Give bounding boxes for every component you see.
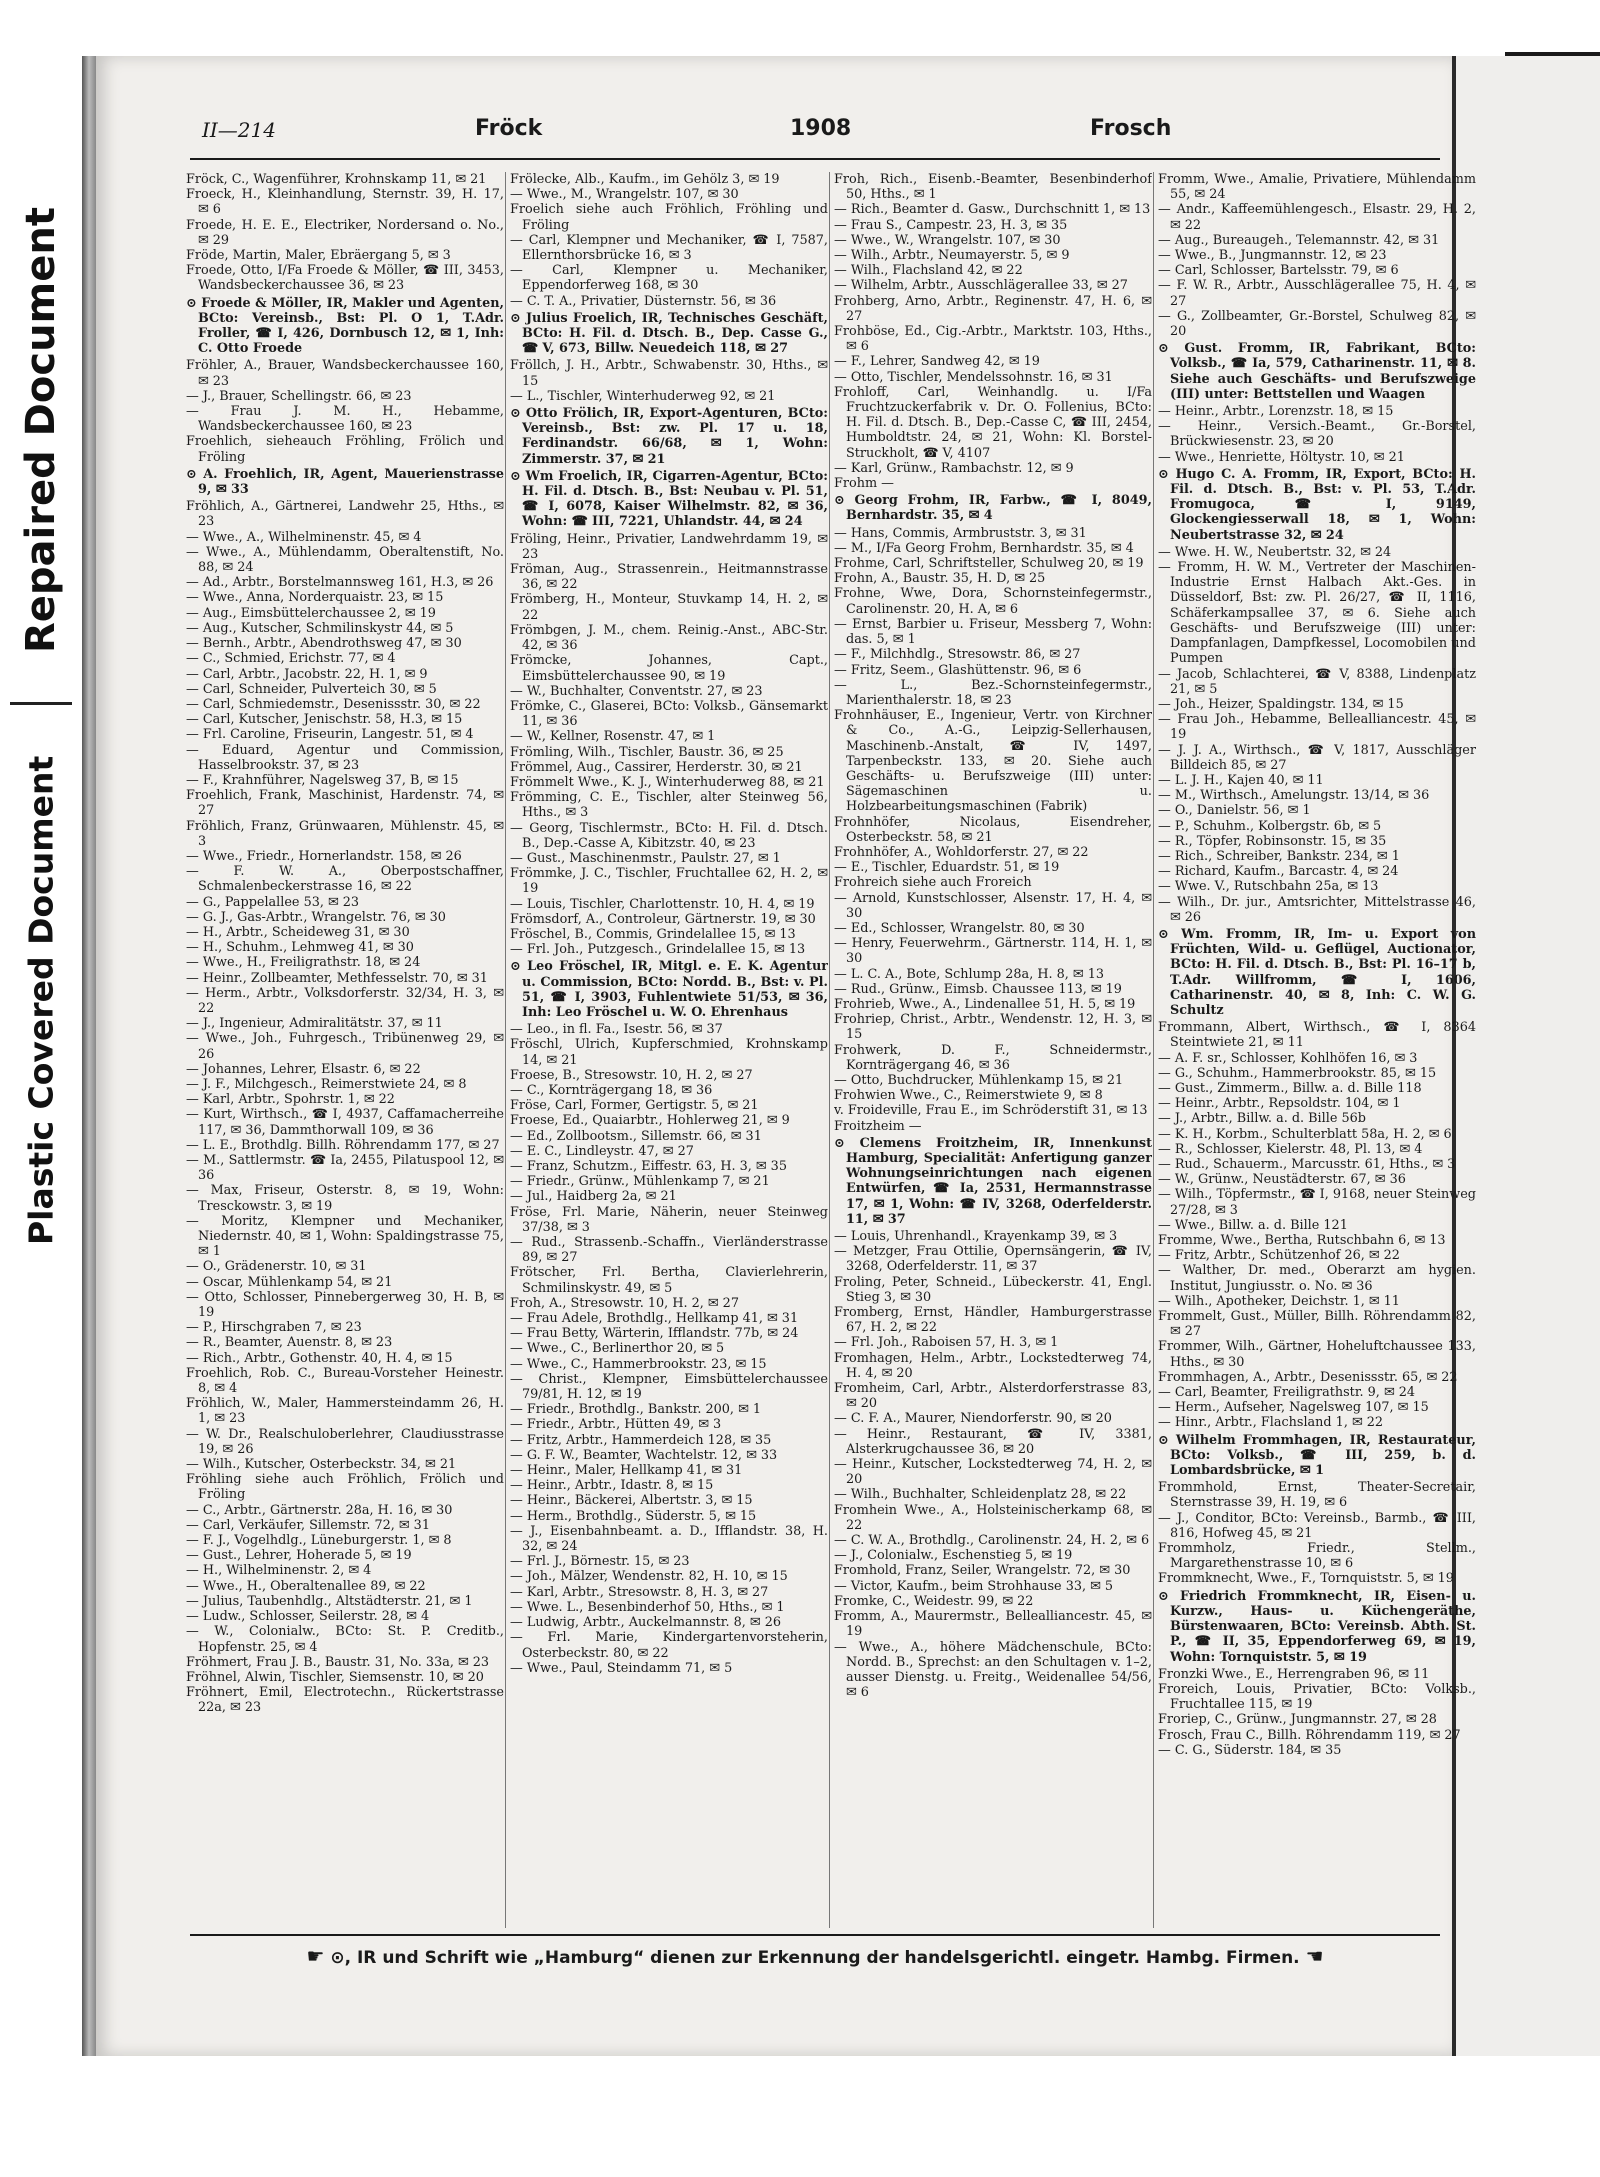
directory-entry: — Walther, Dr. med., Oberarzt am hygien. Institut, Jungiusstr. o. No. ✉ 36	[1158, 1263, 1476, 1294]
directory-entry: — F., Milchhdlg., Stresowstr. 86, ✉ 27	[834, 647, 1081, 663]
directory-entry: Frohreich siehe auch Froreich	[834, 875, 1032, 891]
directory-entry: Frohrieb, Wwe., A., Lindenallee 51, H. 5, ✉ 19	[834, 996, 1136, 1012]
directory-entry: — Ed., Zollbootsm., Sillemstr. 66, ✉ 31	[510, 1128, 762, 1144]
directory-entry: — L., Bez.-Schornsteinfegermstr., Marienthalerstr. 18, ✉ 23	[834, 677, 1152, 708]
directory-entry: — Ernst, Barbier u. Friseur, Messberg 7, Wohn: das. 5, ✉ 1	[834, 616, 1152, 648]
directory-entry: — R., Schlosser, Kielerstr. 48, Pl. 13, ✉ 4	[1158, 1141, 1423, 1157]
directory-entry: Froh, A., Stresowstr. 10, H. 2, ✉ 27	[510, 1295, 739, 1311]
directory-entry: ⊙ Georg Frohm, IR, Farbw., ☎ I, 8049, Bernhardstr. 35, ✉ 4	[834, 493, 1152, 524]
directory-entry: — Friedr., Brothdlg., Bankstr. 200, ✉ 1	[510, 1402, 762, 1418]
directory-entry: — R., Töpfer, Robinsonstr. 15, ✉ 35	[1158, 833, 1387, 849]
directory-entry: ⊙ Wilhelm Frommhagen, IR, Restaurateur, BCto: Volksb., ☎ III, 259, b. d. Lombardsbrücke, ✉ 1	[1158, 1432, 1476, 1479]
directory-entry: Frohwien Wwe., C., Reimerstwiete 9, ✉ 8	[834, 1088, 1103, 1104]
directory-entry: — Rich., Beamter d. Gasw., Durchschnitt 1, ✉ 13	[834, 202, 1151, 218]
directory-entry: — A. F. sr., Schlosser, Kohlhöfen 16, ✉ 3	[1158, 1050, 1418, 1066]
directory-entry: — Richard, Kaufm., Barcastr. 4, ✉ 24	[1158, 864, 1399, 880]
directory-entry: — Heinr., Arbtr., Repsoldstr. 104, ✉ 1	[1158, 1096, 1401, 1112]
directory-entry: ⊙ Froede & Möller, IR, Makler und Agenten, BCto: Vereinsb., Bst: Pl. O 1, T.Adr. Froller, ☎ I, 426, Dornbusch 12, ✉ 1, Inh: C. Otto Froede	[186, 295, 504, 357]
directory-entry: Froede, H. E. E., Electriker, Nordersand o. No., ✉ 29	[186, 217, 504, 248]
directory-entry: — Louis, Uhrenhandl., Krayenkamp 39, ✉ 3	[834, 1229, 1118, 1245]
directory-entry: — Carl, Arbtr., Jacobstr. 22, H. 1, ✉ 9	[186, 666, 428, 682]
directory-entry: Frommhold, Ernst, Theater-Secretair, Sternstrasse 39, H. 19, ✉ 6	[1158, 1480, 1476, 1511]
directory-entry: — Ludw., Schlosser, Seilerstr. 28, ✉ 4	[186, 1609, 430, 1625]
directory-entry: Frohberg, Arno, Arbtr., Reginenstr. 47, H. 6, ✉ 27	[834, 293, 1152, 324]
directory-entry: — F. J., Vogelhdlg., Lüneburgerstr. 1, ✉ 8	[186, 1533, 452, 1549]
directory-entry: — Leo., in fl. Fa., Isestr. 56, ✉ 37	[510, 1022, 723, 1038]
directory-entry: Frommholz, Friedr., Stellm., Margarethenstrasse 10, ✉ 6	[1158, 1541, 1476, 1572]
directory-entry: Fromke, C., Weidestr. 99, ✉ 22	[834, 1593, 1034, 1609]
directory-entry: — L., Tischler, Winterhuderweg 92, ✉ 21	[510, 388, 776, 404]
directory-entry: — Wilh., Arbtr., Neumayerstr. 5, ✉ 9	[834, 248, 1070, 264]
directory-entry: — Frl. J., Börnestr. 15, ✉ 23	[510, 1554, 690, 1570]
directory-entry: Frömke, C., Glaserei, BCto: Volksb., Gänsemarkt 11, ✉ 36	[510, 698, 828, 730]
directory-entry: — Frau Adele, Brothdlg., Hellkamp 41, ✉ 31	[510, 1311, 799, 1327]
directory-entry: Fröse, Carl, Former, Gertigstr. 5, ✉ 21	[510, 1098, 759, 1114]
directory-entry: — Wwe. H. W., Neubertstr. 32, ✉ 24	[1158, 544, 1392, 560]
directory-entry: — J., Conditor, BCto: Vereinsb., Barmb., ☎ III, 816, Hofweg 45, ✉ 21	[1158, 1510, 1476, 1541]
directory-entry: Froelich siehe auch Fröhlich, Fröhling und Fröling	[510, 202, 828, 233]
directory-entry: — Rich., Schreiber, Bankstr. 234, ✉ 1	[1158, 848, 1400, 864]
directory-entry: Frömmelt Wwe., K. J., Winterhuderweg 88, ✉ 21	[510, 774, 825, 790]
directory-entry: Fröhnert, Emil, Electrotechn., Rückertstrasse 22a, ✉ 23	[186, 1685, 504, 1716]
directory-entry: Fromhein Wwe., A., Holsteinischerkamp 68, ✉ 22	[834, 1502, 1152, 1533]
directory-entry: ⊙ Leo Fröschel, IR, Mitgl. e. E. K. Agentur u. Commission, BCto: Nordd. B., Bst: v. Pl. 51, ☎ I, 3903, Fuhlentwiete 51/53, ✉ 36, Inh: Leo Fröschel u. W. O. Ehrenhaus	[510, 959, 828, 1020]
directory-entry: — M., I/Fa Georg Frohm, Bernhardstr. 35, ✉ 4	[834, 540, 1134, 556]
adjacent-page-edge	[1456, 56, 1600, 2056]
directory-entry: Fröschl, Ulrich, Kupferschmied, Krohnskamp 14, ✉ 21	[510, 1037, 828, 1068]
pointing-hand-right-icon: ☛	[306, 1944, 325, 1968]
directory-entry: — Frl. Joh., Raboisen 57, H. 3, ✉ 1	[834, 1335, 1059, 1351]
directory-entry: — Otto, Buchdrucker, Mühlenkamp 15, ✉ 21	[834, 1072, 1124, 1088]
directory-entry: Frohnhäuser, E., Ingenieur, Vertr. von Kirchner & Co., A.-G., Leipzig-Sellerhausen, Maschinenb.-Anstalt, ☎ IV, 1497, Tarpenbeckstr. 133, ✉ 20. Siehe auch Geschäfts- u. Berufszweige (III) unter: Sägemaschinen u. Holzbearbeitungsmaschinen (Fabrik)	[834, 708, 1152, 815]
directory-entry: — Aug., Eimsbüttelerchaussee 2, ✉ 19	[186, 605, 436, 621]
page-number: II—214	[202, 118, 276, 142]
directory-entry: Froehlich, sieheauch Fröhling, Frölich und Fröling	[186, 434, 504, 465]
directory-entry: — Jacob, Schlachterei, ☎ V, 8388, Lindenplatz 21, ✉ 5	[1158, 666, 1476, 697]
directory-entry: — Aug., Kutscher, Schmilinskystr 44, ✉ 5	[186, 620, 454, 636]
directory-entry: — Carl, Verkäufer, Sillemstr. 72, ✉ 31	[186, 1517, 430, 1533]
column-separator	[1153, 172, 1154, 1928]
directory-entry: Fröhlich, W., Maler, Hammersteindamm 26, H. 1, ✉ 23	[186, 1396, 504, 1427]
directory-entry: Fromheim, Carl, Arbtr., Alsterdorferstrasse 83, ✉ 20	[834, 1381, 1152, 1412]
column-2	[510, 172, 828, 1928]
directory-entry: v. Froideville, Frau E., im Schröderstift 31, ✉ 13	[834, 1103, 1148, 1119]
directory-entry: — Wilh., Töpfermstr., ☎ I, 9168, neuer Steinweg 27/28, ✉ 3	[1158, 1187, 1476, 1218]
directory-entry: — Carl, Schlosser, Bartelsstr. 79, ✉ 6	[1158, 263, 1399, 279]
directory-entry: — Wwe., Henriette, Höltystr. 10, ✉ 21	[1158, 449, 1405, 465]
directory-entry: ⊙ Otto Frölich, IR, Export-Agenturen, BCto: Vereinsb., Bst: zw. Pl. 17 u. 18, Ferdinandstr. 66/68, ✉ 1, Wohn: Zimmerstr. 37, ✉ 21	[510, 406, 828, 467]
directory-entry: — L. C. A., Bote, Schlump 28a, H. 8, ✉ 13	[834, 966, 1104, 982]
directory-entry: — Gust., Maschinenmstr., Paulstr. 27, ✉ 1	[510, 850, 781, 866]
directory-entry: Fröck, C., Wagenführer, Krohnskamp 11, ✉ 21	[186, 172, 487, 187]
directory-entry: — Wwe., Paul, Steindamm 71, ✉ 5	[510, 1660, 733, 1676]
directory-entry: — Heinr., Arbtr., Lorenzstr. 18, ✉ 15	[1158, 404, 1394, 420]
directory-entry: Froede, Otto, I/Fa Froede & Möller, ☎ III, 3453, Wandsbeckerchaussee 36, ✉ 23	[186, 263, 504, 294]
directory-entry: — P., Schuhm., Kolbergstr. 6b, ✉ 5	[1158, 818, 1382, 834]
directory-entry: — Wwe., C., Berlinerthor 20, ✉ 5	[510, 1341, 725, 1357]
directory-entry: Froehlich, Frank, Maschinist, Hardenstr. 74, ✉ 27	[186, 788, 504, 819]
directory-entry: — Wwe., C., Hammerbrookstr. 23, ✉ 15	[510, 1356, 767, 1372]
directory-entry: — Wwe., A., Mühlendamm, Oberaltenstift, No. 88, ✉ 24	[186, 544, 504, 576]
directory-entry: — C. T. A., Privatier, Düsternstr. 56, ✉ 36	[510, 293, 777, 309]
directory-entry: — Heinr., Versich.-Beamt., Gr.-Borstel, Brückwiesenstr. 23, ✉ 20	[1158, 419, 1476, 450]
directory-entry: — Wwe., Anna, Norderquaistr. 23, ✉ 15	[186, 590, 444, 606]
directory-entry: — Otto, Schlosser, Pinnebergerweg 30, H. B, ✉ 19	[186, 1289, 504, 1321]
directory-entry: — Heinr., Bäckerei, Albertstr. 3, ✉ 15	[510, 1493, 753, 1509]
directory-entry: — Wilh., Dr. jur., Amtsrichter, Mittelstrasse 46, ✉ 26	[1158, 894, 1476, 925]
directory-entry: — Jul., Haidberg 2a, ✉ 21	[510, 1189, 677, 1205]
directory-entry: Fröhlich, Franz, Grünwaaren, Mühlenstr. 45, ✉ 3	[186, 818, 504, 849]
directory-entry: Frohböse, Ed., Cig.-Arbtr., Marktstr. 103, Hths., ✉ 6	[834, 324, 1152, 355]
directory-entry: — J., Arbtr., Billw. a. d. Bille 56b	[1158, 1111, 1366, 1127]
directory-entry: ⊙ Julius Froelich, IR, Technisches Geschäft, BCto: H. Fil. d. Dtsch. B., Dep. Casse G., ☎ V, 673, Billw. Neuedeich 118, ✉ 27	[510, 310, 828, 357]
directory-entry: — J., Colonialw., Eschenstieg 5, ✉ 19	[834, 1548, 1073, 1564]
directory-entry: Frömbgen, J. M., chem. Reinig.-Anst., ABC-Str. 42, ✉ 36	[510, 622, 828, 654]
directory-entry: — Christ., Klempner, Eimsbüttelerchaussee 79/81, H. 12, ✉ 19	[510, 1371, 828, 1403]
directory-entry: — Wwe., H., Oberaltenallee 89, ✉ 22	[186, 1578, 426, 1594]
directory-entry: — J. F., Milchgesch., Reimerstwiete 24, ✉ 8	[186, 1076, 467, 1092]
directory-entry: Frömberg, H., Monteur, Stuvkamp 14, H. 2, ✉ 22	[510, 592, 828, 623]
column-4	[1158, 172, 1476, 1928]
directory-entry: — G. J., Gas-Arbtr., Wrangelstr. 76, ✉ 30	[186, 909, 446, 925]
label-plastic-covered-document: Plastic Covered Document	[21, 755, 61, 1245]
directory-entry: Fromhold, Franz, Seiler, Wrangelstr. 72, ✉ 30	[834, 1563, 1131, 1579]
directory-entry: — Wwe. V., Rutschbahn 25a, ✉ 13	[1158, 879, 1379, 895]
directory-entry: Frohwerk, D. F., Schneidermstr., Kornträgergang 46, ✉ 36	[834, 1042, 1152, 1073]
directory-entry: — C. F. A., Maurer, Niendorferstr. 90, ✉ 20	[834, 1411, 1112, 1427]
directory-entry: — Hans, Commis, Armbruststr. 3, ✉ 31	[834, 525, 1087, 541]
directory-entry: — Wwe., W., Wrangelstr. 107, ✉ 30	[834, 232, 1061, 248]
directory-entry: — Fritz, Arbtr., Schützenhof 26, ✉ 22	[1158, 1248, 1400, 1264]
directory-entry: ⊙ Gust. Fromm, IR, Fabrikant, BCto: Volksb., ☎ Ia, 579, Catharinenstr. 11, ✉ 8. Siehe auch Geschäfts- und Berufszweige (III) unter: Bettstellen und Waagen	[1158, 341, 1476, 402]
directory-entry: — Bernh., Arbtr., Abendrothsweg 47, ✉ 30	[186, 636, 462, 652]
directory-entry: — Wilh., Kutscher, Osterbeckstr. 34, ✉ 21	[186, 1457, 457, 1473]
directory-entry: Frötscher, Frl. Bertha, Clavierlehrerin, Schmilinskystr. 49, ✉ 5	[510, 1265, 828, 1296]
directory-entry: — W., Colonialw., BCto: St. P. Creditb., Hopfenstr. 25, ✉ 4	[186, 1624, 504, 1655]
directory-entry: — Gust., Lehrer, Hoherade 5, ✉ 19	[186, 1548, 412, 1564]
directory-entry: Fromm, A., Maurermstr., Bellealliancestr. 45, ✉ 19	[834, 1609, 1152, 1640]
header-left-keyword: Fröck	[475, 116, 543, 141]
directory-entry: — Gust., Zimmerm., Billw. a. d. Bille 118	[1158, 1080, 1422, 1096]
page-footer	[190, 1944, 1440, 1968]
directory-entry: — Oscar, Mühlenkamp 54, ✉ 21	[186, 1274, 393, 1290]
directory-entry: — J., Brauer, Schellingstr. 66, ✉ 23	[186, 388, 412, 404]
directory-entry: — Carl, Klempner und Mechaniker, ☎ I, 7587, Ellernthorsbrücke 16, ✉ 3	[510, 232, 828, 264]
directory-entry: — Frl. Marie, Kindergartenvorsteherin, Osterbeckstr. 80, ✉ 22	[510, 1630, 828, 1661]
directory-entry: — Wwe., Joh., Fuhrgesch., Tribünenweg 29, ✉ 26	[186, 1031, 504, 1062]
directory-entry: — F., Lehrer, Sandweg 42, ✉ 19	[834, 354, 1040, 370]
directory-entry: — Julius, Taubenhdlg., Altstädterstr. 21, ✉ 1	[186, 1593, 473, 1609]
directory-entry: — Ludwig, Arbtr., Auckelmannstr. 8, ✉ 26	[510, 1615, 782, 1631]
directory-entry: — H., Schuhm., Lehmweg 41, ✉ 30	[186, 940, 414, 956]
directory-entry: — Wilh., Apotheker, Deichstr. 1, ✉ 11	[1158, 1293, 1400, 1309]
directory-entry: Fromme, Wwe., Bertha, Rutschbahn 6, ✉ 13	[1158, 1233, 1446, 1249]
directory-entry: — Frau Betty, Wärterin, Ifflandstr. 77b, ✉ 24	[510, 1326, 799, 1342]
directory-entry: — Rich., Arbtr., Gothenstr. 40, H. 4, ✉ 15	[186, 1350, 453, 1366]
directory-entry: ⊙ Clemens Froitzheim, IR, Innenkunst Hamburg, Specialität: Anfertigung ganzer Wohnungseinrichtungen nach eigenen Entwürfen, ☎ Ia, 2531, Hermannstrasse 17, ✉ 1, Wohn: ☎ IV, 3268, Oderfelderstr. 11, ✉ 37	[834, 1135, 1152, 1227]
header-year: 1908	[790, 116, 852, 141]
directory-entry: Fröschel, B., Commis, Grindelallee 15, ✉ 13	[510, 926, 796, 942]
directory-entry: Frosch, Frau C., Billh. Röhrendamm 119, ✉ 27	[1158, 1727, 1461, 1743]
directory-entry: — Moritz, Klempner und Mechaniker, Niedernstr. 40, ✉ 1, Wohn: Spaldingstrasse 75, ✉ 1	[186, 1213, 504, 1260]
directory-entry: — Louis, Tischler, Charlottenstr. 10, H. 4, ✉ 19	[510, 896, 815, 912]
directory-entry: Fröling, Heinr., Privatier, Landwehrdamm 19, ✉ 23	[510, 531, 828, 562]
directory-entry: Frommknecht, Wwe., F., Tornquiststr. 5, ✉ 19	[1158, 1571, 1454, 1587]
directory-entry: — J. J. A., Wirthsch., ☎ V, 1817, Ausschläger Billdeich 85, ✉ 27	[1158, 742, 1476, 773]
directory-entry: — Frl. Joh., Putzgesch., Grindelallee 15, ✉ 13	[510, 942, 806, 958]
directory-entry: Frömcke, Johannes, Capt., Eimsbüttelerchaussee 90, ✉ 19	[510, 653, 828, 684]
directory-entry: — Wilhelm, Arbtr., Ausschlägerallee 33, ✉ 27	[834, 278, 1128, 294]
directory-entry: — Johannes, Lehrer, Elsastr. 6, ✉ 22	[186, 1061, 421, 1077]
directory-entry: — Hinr., Arbtr., Flachsland 1, ✉ 22	[1158, 1415, 1384, 1431]
directory-entry: — G., Pappelallee 53, ✉ 23	[186, 894, 360, 910]
directory-entry: — Frl. Caroline, Friseurin, Langestr. 51, ✉ 4	[186, 727, 474, 743]
directory-entry: — Carl, Klempner u. Mechaniker, Eppendorferweg 168, ✉ 30	[510, 263, 828, 294]
directory-entry: — Fromm, H. W. M., Vertreter der Maschinen-Industrie Ernst Halbach Akt.-Ges. in Düsseldorf, Bst: zw. Pl. 26/27, ☎ II, 1116, Schäferkampsallee 37, ✉ 6. Siehe auch Geschäfts- und Berufszweige (III) unter: Dampfanlagen, Dampfkessel, Locomobilen und Pumpen	[1158, 560, 1476, 667]
directory-entry: — G., Schuhm., Hammerbrookstr. 85, ✉ 15	[1158, 1065, 1437, 1081]
directory-entry: — Ad., Arbtr., Borstelmannsweg 161, H.3, ✉ 26	[186, 575, 494, 591]
directory-entry: Fröhnel, Alwin, Tischler, Siemsenstr. 10, ✉ 20	[186, 1669, 484, 1685]
directory-entry: — Wilh., Flachsland 42, ✉ 22	[834, 263, 1023, 279]
directory-entry: — R., Beamter, Auenstr. 8, ✉ 23	[186, 1335, 393, 1351]
column-separator	[505, 172, 506, 1928]
label-divider	[10, 702, 72, 705]
directory-entry: — Wwe. L., Besenbinderhof 50, Hths., ✉ 1	[510, 1599, 785, 1615]
directory-entry: — E. C., Lindleystr. 47, ✉ 27	[510, 1143, 694, 1159]
directory-entry: — Karl, Arbtr., Spohrstr. 1, ✉ 22	[186, 1092, 395, 1108]
directory-entry: — C., Schmied, Erichstr. 77, ✉ 4	[186, 651, 396, 667]
directory-entry: — Aug., Bureaugeh., Telemannstr. 42, ✉ 31	[1158, 232, 1440, 248]
directory-entry: — Rud., Grünw., Eimsb. Chaussee 113, ✉ 19	[834, 981, 1122, 997]
directory-entry: — Frau S., Campestr. 23, H. 3, ✉ 35	[834, 217, 1068, 233]
directory-entry: Froh, Rich., Eisenb.-Beamter, Besenbinderhof 50, Hths., ✉ 1	[834, 172, 1152, 203]
directory-entry: — C. G., Süderstr. 184, ✉ 35	[1158, 1742, 1342, 1758]
scan-background	[0, 0, 1600, 60]
directory-entry: — C. W. A., Brothdlg., Carolinenstr. 24, H. 2, ✉ 6	[834, 1533, 1150, 1549]
directory-entry: Fröhmert, Frau J. B., Baustr. 31, No. 33a, ✉ 23	[186, 1654, 490, 1670]
directory-entry: Frömsdorf, A., Controleur, Gärtnerstr. 19, ✉ 30	[510, 911, 816, 927]
directory-entry: Froehlich, Rob. C., Bureau-Vorsteher Heinestr. 8, ✉ 4	[186, 1365, 504, 1397]
directory-entry: — W., Buchhalter, Conventstr. 27, ✉ 23	[510, 683, 763, 699]
directory-entry: — Rud., Schauerm., Marcusstr. 61, Hths., ✉ 3	[1158, 1157, 1456, 1172]
directory-entry: — Kurt, Wirthsch., ☎ I, 4937, Caffamacherreihe 117, ✉ 36, Dammthorwall 109, ✉ 36	[186, 1107, 504, 1138]
column-separator	[829, 172, 830, 1928]
directory-entry: — L. J. H., Kajen 40, ✉ 11	[1158, 772, 1324, 788]
directory-entry: Frommann, Albert, Wirthsch., ☎ I, 8364 Steintwiete 21, ✉ 11	[1158, 1020, 1476, 1051]
directory-entry: Frohne, Wwe, Dora, Schornsteinfegermstr., Carolinenstr. 20, H. A, ✉ 6	[834, 586, 1152, 617]
directory-entry: — J., Eisenbahnbeamt. a. D., Ifflandstr. 38, H. 32, ✉ 24	[510, 1523, 828, 1555]
directory-entry: Fronzki Wwe., E., Herrengraben 96, ✉ 11	[1158, 1666, 1430, 1682]
directory-entry: — Joh., Mälzer, Wendenstr. 82, H. 10, ✉ 15	[510, 1569, 788, 1585]
directory-entry: — Friedr., Grünw., Mühlenkamp 7, ✉ 21	[510, 1174, 770, 1190]
footer-rule	[190, 1934, 1440, 1936]
directory-entry: — Wwe., Billw. a. d. Bille 121	[1158, 1217, 1348, 1233]
directory-entry: — Carl, Beamter, Freiligrathstr. 9, ✉ 24	[1158, 1385, 1416, 1401]
directory-entry: Froese, Ed., Quaiarbtr., Hohlerweg 21, ✉ 9	[510, 1113, 790, 1129]
directory-entry: — Victor, Kaufm., beim Strohhause 33, ✉ 5	[834, 1578, 1114, 1594]
directory-entry: — Wilh., Buchhalter, Schleidenplatz 28, ✉ 22	[834, 1487, 1127, 1503]
directory-entry: — Carl, Schneider, Pulverteich 30, ✉ 5	[186, 681, 437, 697]
directory-entry: — Fritz, Seem., Glashüttenstr. 96, ✉ 6	[834, 662, 1082, 678]
directory-entry: — O., Danielstr. 56, ✉ 1	[1158, 803, 1311, 819]
directory-entry: — Heinr., Maler, Hellkamp 41, ✉ 31	[510, 1463, 743, 1479]
directory-entry: — Metzger, Frau Ottilie, Opernsängerin, ☎ IV, 3268, Oderfelderstr. 11, ✉ 37	[834, 1244, 1152, 1275]
directory-entry: — Wwe., B., Jungmannstr. 12, ✉ 23	[1158, 248, 1387, 264]
directory-entry: — H., Arbtr., Scheideweg 31, ✉ 30	[186, 924, 410, 940]
directory-entry: — Herm., Brothdlg., Süderstr. 5, ✉ 15	[510, 1508, 757, 1524]
directory-entry: — C., Arbtr., Gärtnerstr. 28a, H. 16, ✉ 30	[186, 1502, 453, 1518]
directory-entry: — C., Kornträgergang 18, ✉ 36	[510, 1082, 713, 1098]
directory-entry: Frohnhöfer, A., Wohldorferstr. 27, ✉ 22	[834, 844, 1089, 860]
directory-entry: — M., Wirthsch., Amelungstr. 13/14, ✉ 36	[1158, 788, 1430, 804]
directory-entry: — Max, Friseur, Osterstr. 8, ✉ 19, Wohn: Tresckowstr. 3, ✉ 19	[186, 1183, 504, 1214]
directory-entry: — L. E., Brothdlg. Billh. Röhrendamm 177, ✉ 27	[186, 1137, 500, 1153]
directory-entry: Frommelt, Gust., Müller, Billh. Röhrendamm 82, ✉ 27	[1158, 1309, 1476, 1340]
directory-entry: Frölecke, Alb., Kaufm., im Gehölz 3, ✉ 19	[510, 172, 780, 187]
directory-entry: ⊙ Friedrich Frommknecht, IR, Eisen- u. Kurzw., Haus- u. Küchengeräthe, Bürstenwaaren, BCto: Vereinsb. Abth. St. P., ☎ II, 35, Eppendorferweg 69, ✉ 19, Wohn: Tornquiststr. 5, ✉ 19	[1158, 1588, 1476, 1665]
directory-entry: ⊙ Hugo C. A. Fromm, IR, Export, BCto: H. Fil. d. Dtsch. B., Bst: v. Pl. 53, T.Adr. Fromugoca, ☎ I, 9149, Glockengiesserwall 18, ✉ 1, Wohn: Neubertstrasse 32, ✉ 24	[1158, 466, 1476, 543]
label-repaired-document: Repaired Document	[18, 207, 64, 653]
directory-entry: — Wwe., H., Freiligrathstr. 18, ✉ 24	[186, 955, 421, 971]
header-rule	[190, 158, 1440, 160]
directory-entry: — O., Grädenerstr. 10, ✉ 31	[186, 1259, 367, 1275]
directory-entry: Frohme, Carl, Schriftsteller, Schulweg 20, ✉ 19	[834, 556, 1144, 572]
directory-entry: — Karl, Arbtr., Stresowstr. 8, H. 3, ✉ 27	[510, 1584, 769, 1600]
directory-entry: — Fritz, Arbtr., Hammerdeich 128, ✉ 35	[510, 1432, 772, 1448]
directory-entry: Fröman, Aug., Strassenrein., Heitmannstrasse 36, ✉ 22	[510, 562, 828, 593]
directory-entry: — F., Krahnführer, Nagelsweg 37, B, ✉ 15	[186, 772, 459, 788]
directory-entry: Frohloff, Carl, Weinhandlg. u. I/Fa Fruchtzuckerfabrik v. Dr. O. Follenius, BCto: H. Fil. d. Dtsch. B., Dep.-Casse C, ☎ III, 2454, Humboldtstr. 24, ✉ 21, Wohn: Kl. Borstel-Struckholt, ☎ V, 4107	[834, 384, 1152, 461]
directory-entry: — P., Hirschgraben 7, ✉ 23	[186, 1320, 362, 1336]
directory-entry: — Friedr., Arbtr., Hütten 49, ✉ 3	[510, 1417, 722, 1433]
directory-entry: — Frau J. M. H., Hebamme, Wandsbeckerchaussee 160, ✉ 23	[186, 404, 504, 435]
directory-entry: Frohriep, Christ., Arbtr., Wendenstr. 12, H. 3, ✉ 15	[834, 1012, 1152, 1043]
directory-entry: — Rud., Strassenb.-Schaffn., Vierländerstrasse 89, ✉ 27	[510, 1235, 828, 1266]
page-header	[110, 60, 1360, 142]
directory-entry: Fröhling siehe auch Fröhlich, Frölich und Fröling	[186, 1472, 504, 1503]
directory-entry: — G., Zollbeamter, Gr.-Borstel, Schulweg 82, ✉ 20	[1158, 308, 1476, 340]
directory-entry: — W., Grünw., Neustädterstr. 67, ✉ 36	[1158, 1172, 1406, 1188]
directory-entry: — Heinr., Arbtr., Idastr. 8, ✉ 15	[510, 1478, 714, 1494]
directory-entry: Frommer, Wilh., Gärtner, Hoheluftchaussee 133, Hths., ✉ 30	[1158, 1339, 1476, 1370]
book-binding	[82, 56, 96, 2056]
directory-entry: — E., Tischler, Eduardstr. 51, ✉ 19	[834, 860, 1060, 876]
directory-entry: — Franz, Schutzm., Eiffestr. 63, H. 3, ✉ 35	[510, 1159, 787, 1174]
directory-entry: Frömling, Wilh., Tischler, Baustr. 36, ✉ 25	[510, 744, 784, 760]
directory-entry: — W., Kellner, Rosenstr. 47, ✉ 1	[510, 729, 716, 745]
directory-entry: — F. W. A., Oberpostschaffner, Schmalenbeckerstrasse 16, ✉ 22	[186, 864, 504, 895]
directory-entry: — H., Wilhelminenstr. 2, ✉ 4	[186, 1563, 372, 1579]
directory-entry: Froreich, Louis, Privatier, BCto: Volksb., Fruchtallee 115, ✉ 19	[1158, 1681, 1476, 1713]
directory-entry: Fröllch, J. H., Arbtr., Schwabenstr. 30, Hths., ✉ 15	[510, 358, 828, 389]
directory-entry: Froitzheim —	[834, 1118, 922, 1134]
directory-entry: ⊙ A. Froehlich, IR, Agent, Mauerienstrasse 9, ✉ 33	[186, 466, 504, 498]
directory-entry: Fröde, Martin, Maler, Ebräergang 5, ✉ 3	[186, 248, 451, 264]
directory-entry: Fromberg, Ernst, Händler, Hamburgerstrasse 67, H. 2, ✉ 22	[834, 1305, 1152, 1336]
directory-entry: — Heinr., Zollbeamter, Methfesselstr. 70, ✉ 31	[186, 970, 488, 986]
directory-entry: — Herm., Aufseher, Nagelsweg 107, ✉ 15	[1158, 1400, 1429, 1416]
footer-note: ⊙, IR und Schrift wie „Hamburg“ dienen zur Erkennung der handelsgerichtl. eingetr. Hambg. Firmen.	[330, 1948, 1300, 1968]
directory-entry: — Otto, Tischler, Mendelssohnstr. 16, ✉ 31	[834, 369, 1113, 385]
directory-entry: — Wwe., A., höhere Mädchenschule, BCto: Nordd. B., Sprechst: an den Schultagen v. 1–2, ausser Dienstg. u. Freitg., Weidenallee 54/56, ✉ 6	[834, 1639, 1152, 1701]
directory-entry: — Heinr., Restaurant, ☎ IV, 3381, Alsterkrugchaussee 36, ✉ 20	[834, 1426, 1152, 1457]
directory-entry: Frömmel, Aug., Cassirer, Herderstr. 30, ✉ 21	[510, 759, 803, 775]
directory-entry: — Ed., Schlosser, Wrangelstr. 80, ✉ 30	[834, 920, 1085, 936]
pointing-hand-left-icon: ☚	[1305, 1944, 1324, 1968]
directory-entry: Frohn, A., Baustr. 35, H. D, ✉ 25	[834, 571, 1046, 587]
directory-entry: Froriep, C., Grünw., Jungmannstr. 27, ✉ 28	[1158, 1712, 1437, 1728]
directory-entry: — Wwe., A., Wilhelminenstr. 45, ✉ 4	[186, 529, 422, 545]
directory-entry: Fröse, Frl. Marie, Näherin, neuer Steinweg 37/38, ✉ 3	[510, 1204, 828, 1235]
directory-entry: — Andr., Kaffeemühlengesch., Elsastr. 29, H. 2, ✉ 22	[1158, 202, 1476, 233]
directory-entry: Fromm, Wwe., Amalie, Privatiere, Mühlendamm 55, ✉ 24	[1158, 172, 1476, 203]
directory-entry: — K. H., Korbm., Schulterblatt 58a, H. 2, ✉ 6	[1158, 1126, 1452, 1142]
column-1	[186, 172, 504, 1928]
header-right-keyword: Frosch	[1090, 116, 1172, 141]
directory-entry: Frömmke, J. C., Tischler, Fruchtallee 62, H. 2, ✉ 19	[510, 866, 828, 897]
directory-entry: — Wwe., Friedr., Hornerlandstr. 158, ✉ 26	[186, 848, 462, 864]
directory-entry: — Arnold, Kunstschlosser, Alsenstr. 17, H. 4, ✉ 30	[834, 890, 1152, 921]
directory-entry: — Karl, Grünw., Rambachstr. 12, ✉ 9	[834, 460, 1074, 476]
directory-entry: Frohnhöfer, Nicolaus, Eisendreher, Osterbeckstr. 58, ✉ 21	[834, 814, 1152, 845]
column-3	[834, 172, 1152, 1928]
directory-entry: — J., Ingenieur, Admiralitätstr. 37, ✉ 11	[186, 1016, 443, 1032]
directory-entry: Froeck, H., Kleinhandlung, Sternstr. 39, H. 17, ✉ 6	[186, 187, 504, 218]
directory-entry: Froese, B., Stresowstr. 10, H. 2, ✉ 27	[510, 1067, 753, 1083]
directory-entry: — M., Sattlermstr. ☎ Ia, 2455, Pilatuspool 12, ✉ 36	[186, 1153, 504, 1184]
directory-entry: Fröhlich, A., Gärtnerei, Landwehr 25, Hths., ✉ 23	[186, 499, 504, 530]
directory-entry: — Georg, Tischlermstr., BCto: H. Fil. d. Dtsch. B., Dep.-Casse A, Kibitzstr. 40, ✉ 23	[510, 820, 828, 851]
directory-entry: — Carl, Schmiedemstr., Desenissstr. 30, ✉ 22	[186, 696, 481, 712]
directory-entry: — Carl, Kutscher, Jenischstr. 58, H.3, ✉ 15	[186, 712, 463, 728]
directory-entry: Fromhagen, Helm., Arbtr., Lockstedterweg 74, H. 4, ✉ 20	[834, 1350, 1152, 1381]
directory-entry: — Herm., Arbtr., Volksdorferstr. 32/34, H. 3, ✉ 22	[186, 985, 504, 1016]
directory-entry: Fröhler, A., Brauer, Wandsbeckerchaussee 160, ✉ 23	[186, 358, 504, 389]
directory-entry: — Wwe., M., Wrangelstr. 107, ✉ 30	[510, 187, 739, 203]
directory-entry: ⊙ Wm. Fromm, IR, Im- u. Export von Früchten, Wild- u. Geflügel, Auctionator, BCto: H. Fil. d. Dtsch. B., Bst: Pl. 16–17 b, T.Adr. Willfromm, ☎ I, 1606, Catharinenstr. 40, ✉ 8, Inh: C. W. G. Schultz	[1158, 926, 1476, 1018]
directory-entry: — W. Dr., Realschuloberlehrer, Claudiusstrasse 19, ✉ 26	[186, 1426, 504, 1457]
directory-entry: Frommhagen, A., Arbtr., Desenissstr. 65, ✉ 22	[1158, 1369, 1458, 1385]
archive-label-strip	[0, 70, 84, 2050]
directory-entry: — Henry, Feuerwehrm., Gärtnerstr. 114, H. 1, ✉ 30	[834, 936, 1152, 967]
directory-entry: Frömming, C. E., Tischler, alter Steinweg 56, Hths., ✉ 3	[510, 790, 828, 821]
directory-entry: Frohm —	[834, 476, 894, 492]
directory-entry: ⊙ Wm Froelich, IR, Cigarren-Agentur, BCto: H. Fil. d. Dtsch. B., Bst: Neubau v. Pl. 51, ☎ I, 6078, Kaiser Wilhelmstr. 82, ✉ 36, Wohn: ☎ III, 7221, Uhlandstr. 44, ✉ 24	[510, 468, 828, 530]
directory-entry: Froling, Peter, Schneid., Lübeckerstr. 41, Engl. Stieg 3, ✉ 30	[834, 1274, 1152, 1305]
directory-entry: — G. F. W., Beamter, Wachtelstr. 12, ✉ 33	[510, 1447, 778, 1463]
directory-entry: — Frau Joh., Hebamme, Bellealliancestr. 45, ✉ 19	[1158, 712, 1476, 743]
directory-entry: — Heinr., Kutscher, Lockstedterweg 74, H. 2, ✉ 20	[834, 1457, 1152, 1488]
directory-entry: — Eduard, Agentur und Commission, Hasselbrookstr. 37, ✉ 23	[186, 742, 504, 773]
directory-entry: — F. W. R., Arbtr., Ausschlägerallee 75, H. 4, ✉ 27	[1158, 278, 1476, 309]
directory-entry: — Joh., Heizer, Spaldingstr. 134, ✉ 15	[1158, 696, 1404, 712]
